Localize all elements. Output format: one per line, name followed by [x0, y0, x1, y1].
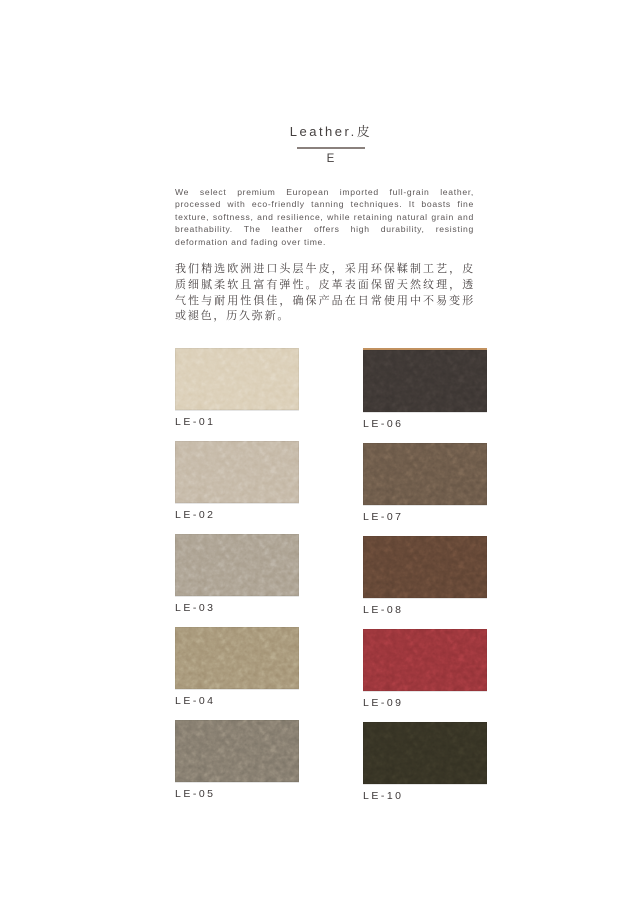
swatch-label: LE-01: [175, 416, 216, 428]
leather-swatch: [175, 627, 299, 689]
description-chinese: 我们精选欧洲进口头层牛皮，采用环保鞣制工艺，皮质细腻柔软且富有弹性。皮革表面保留天然纹理，透气性与耐用性俱佳，确保产品在日常使用中不易变形或褪色，历久弥新。: [175, 263, 475, 323]
swatch-label: LE-07: [363, 511, 404, 523]
edition-letter: E: [326, 153, 336, 165]
swatch-label: LE-10: [363, 790, 404, 802]
swatch-cell: [175, 627, 299, 707]
page-title: Leather.皮: [289, 124, 373, 139]
leather-grain-texture: [363, 722, 487, 784]
swatch-label: LE-05: [175, 788, 216, 800]
leather-swatch: [363, 443, 487, 505]
swatch-label: LE-02: [175, 509, 216, 521]
leather-grain-texture: [175, 441, 299, 503]
leather-swatch: [175, 534, 299, 596]
title-divider: [297, 147, 365, 149]
swatch-cell: [175, 348, 299, 428]
swatch-label: LE-08: [363, 604, 404, 616]
swatch-cell: [175, 534, 299, 614]
description-english: We select premium European imported full-grain leather, processed with eco-friendly tanning techniques. It boasts fine texture, softness, and resilience, while retaining natural grain and breathability. The leather offers high durability, resisting deformation and fading over time.: [175, 187, 474, 247]
swatch-cell: [363, 722, 487, 802]
swatch-cell: [175, 441, 299, 521]
leather-swatch: [363, 722, 487, 784]
swatch-cell: [363, 536, 487, 616]
swatch-cell: [175, 720, 299, 800]
leather-grain-texture: [175, 720, 299, 782]
swatch-cell: [363, 348, 487, 430]
page-content: [175, 0, 487, 900]
leather-swatch: [175, 348, 299, 410]
page-header: [175, 121, 487, 165]
swatch-grid: [175, 348, 487, 815]
swatch-label: LE-03: [175, 602, 216, 614]
leather-swatch: [175, 720, 299, 782]
leather-swatch: [363, 629, 487, 691]
leather-grain-texture: [363, 629, 487, 691]
leather-swatch: [175, 441, 299, 503]
leather-grain-texture: [363, 536, 487, 598]
leather-grain-texture: [175, 627, 299, 689]
swatch-column: [175, 348, 299, 815]
leather-swatch: [363, 536, 487, 598]
swatch-column: [363, 348, 487, 815]
leather-grain-texture: [175, 348, 299, 410]
swatch-label: LE-04: [175, 695, 216, 707]
leather-grain-texture: [363, 443, 487, 505]
leather-grain-texture: [363, 350, 487, 412]
swatch-label: LE-06: [363, 418, 404, 430]
swatch-cell: [363, 443, 487, 523]
swatch-cell: [363, 629, 487, 709]
leather-grain-texture: [175, 534, 299, 596]
leather-swatch: [363, 348, 487, 412]
swatch-label: LE-09: [363, 697, 404, 709]
